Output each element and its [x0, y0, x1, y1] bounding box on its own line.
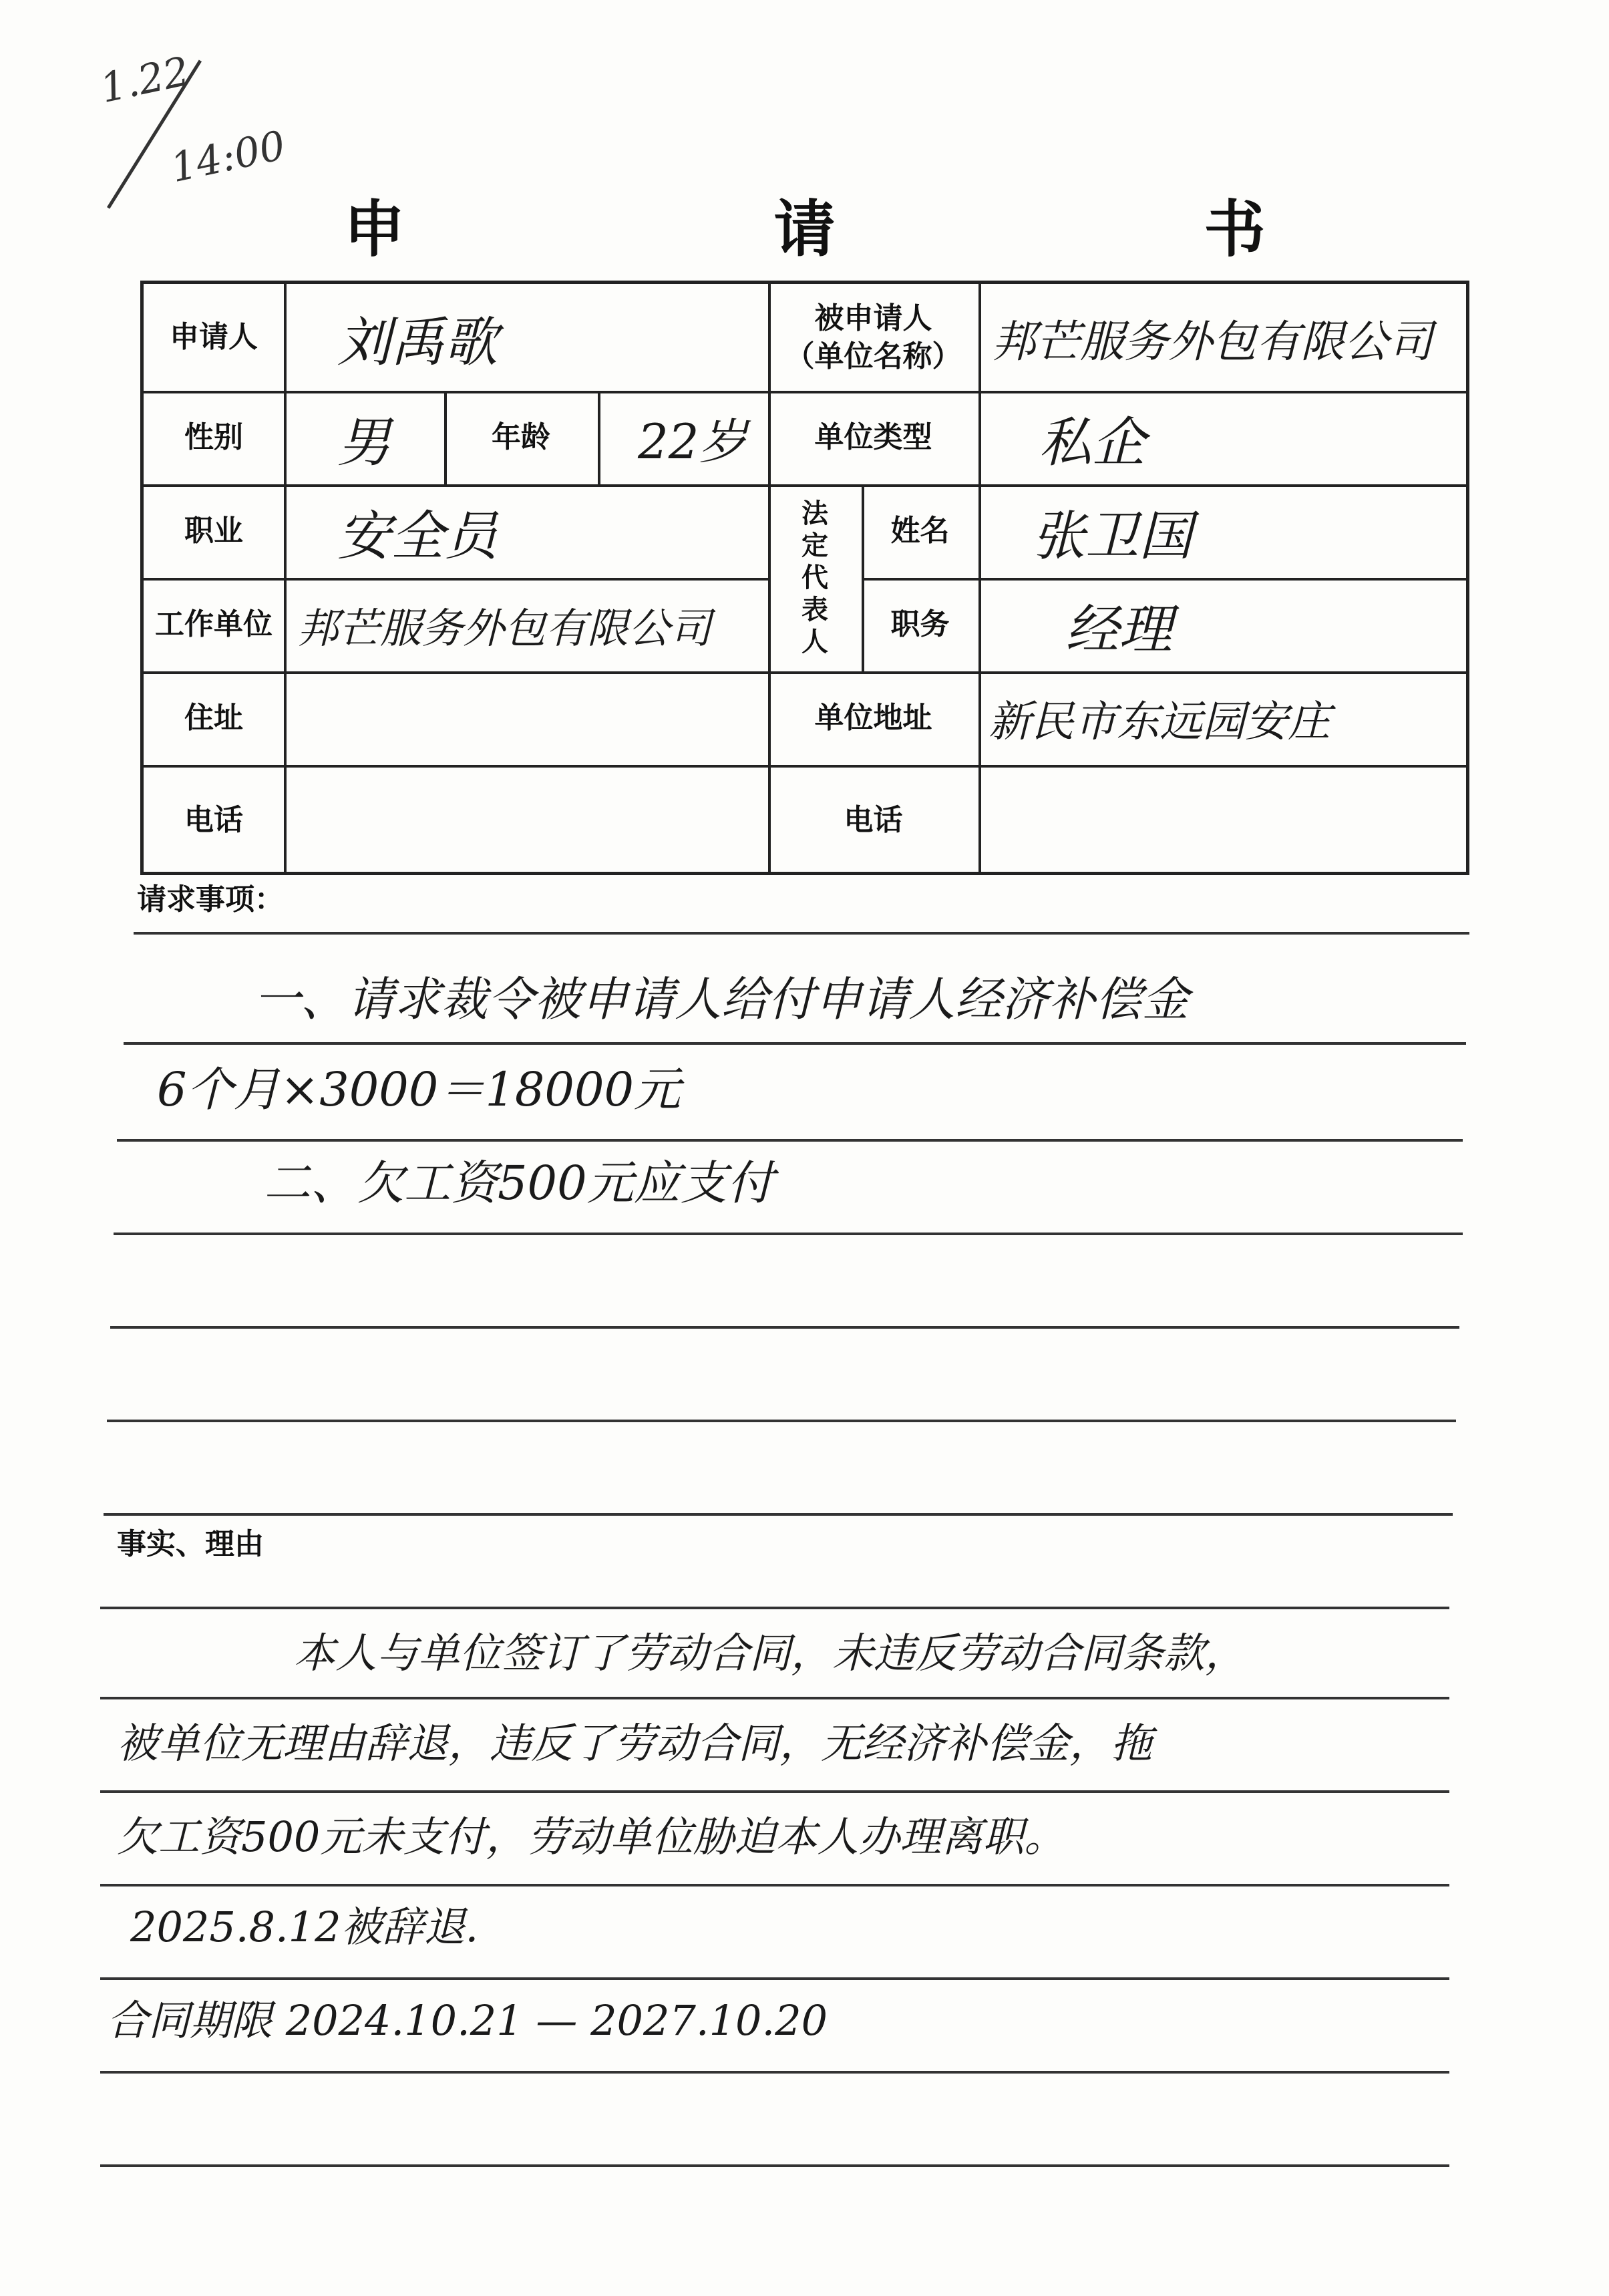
- rep-position-label: 职务: [890, 607, 950, 642]
- col-divider: [598, 391, 600, 484]
- facts-label: 事实、理由: [117, 1527, 264, 1561]
- rep-position-value: 经理: [1065, 598, 1172, 661]
- ruled-line: [100, 1697, 1449, 1699]
- unit-type-label: 单位类型: [814, 420, 932, 455]
- ruled-line: [100, 2164, 1449, 2167]
- document-title: 申 请 书: [343, 193, 1439, 265]
- respondent-value: 邦芒服务外包有限公司: [992, 315, 1433, 367]
- unit-phone-label: 电话: [844, 802, 903, 837]
- address-label: 住址: [184, 701, 243, 735]
- gender-value: 男: [337, 411, 391, 474]
- col-divider: [284, 284, 287, 875]
- ruled-line: [104, 1513, 1453, 1516]
- col-divider: [978, 284, 981, 875]
- unit-type-value: 私企: [1039, 411, 1145, 474]
- corner-note-bottom: 14:00: [166, 122, 290, 192]
- request-line-1: 一、请求裁令被申请人给付申请人经济补偿金: [254, 972, 1189, 1027]
- ruled-line: [124, 1042, 1466, 1045]
- rep-name-value: 张卫国: [1032, 504, 1192, 567]
- ruled-line: [100, 1977, 1449, 1980]
- rep-name-label: 姓名: [890, 514, 950, 548]
- ruled-line: [114, 1233, 1463, 1235]
- workplace-value: 邦芒服务外包有限公司: [297, 603, 712, 653]
- fact-line-3: 欠工资500元未支付，劳动单位胁迫本人办理离职。: [117, 1812, 1066, 1861]
- requests-label: 请求事项：: [137, 882, 284, 917]
- applicant-label: 申请人: [170, 320, 258, 355]
- request-line-3: 二、欠工资500元应支付: [264, 1156, 774, 1210]
- ruled-line: [100, 2071, 1449, 2074]
- request-line-2: 6个月×3000＝18000元: [157, 1062, 681, 1117]
- unit-address-value: 新民市东远园安庄: [989, 697, 1330, 747]
- phone-label: 电话: [184, 802, 243, 837]
- ruled-line: [107, 1420, 1456, 1422]
- unit-address-label: 单位地址: [814, 701, 932, 735]
- age-value: 22岁: [638, 414, 747, 470]
- fact-line-2: 被单位无理由辞退，违反了劳动合同，无经济补偿金，拖: [117, 1719, 1153, 1768]
- applicant-value: 刘禹歌: [337, 311, 498, 373]
- gender-label: 性别: [184, 420, 243, 455]
- occupation-label: 职业: [184, 514, 243, 548]
- ruled-line: [117, 1139, 1463, 1142]
- ruled-line: [110, 1326, 1459, 1329]
- respondent-label: 被申请人 （单位名称）: [785, 301, 962, 373]
- ruled-line: [100, 1884, 1449, 1887]
- ruled-line: [100, 1790, 1449, 1793]
- fact-line-1: 本人与单位签订了劳动合同，未违反劳动合同条款，: [294, 1629, 1247, 1677]
- ruled-line: [100, 1607, 1449, 1609]
- age-label: 年龄: [492, 420, 550, 455]
- ruled-line: [134, 932, 1469, 935]
- corner-note-top: 1.22: [96, 47, 194, 113]
- applicant-info-form: [140, 281, 1469, 875]
- workplace-label: 工作单位: [155, 607, 273, 642]
- fact-line-4: 2025.8.12被辞退.: [130, 1903, 479, 1951]
- legal-rep-label: 法定代表人: [801, 498, 828, 657]
- fact-line-5: 合同期限 2024.10.21 — 2027.10.20: [107, 1996, 828, 2045]
- occupation-value: 安全员: [337, 504, 498, 567]
